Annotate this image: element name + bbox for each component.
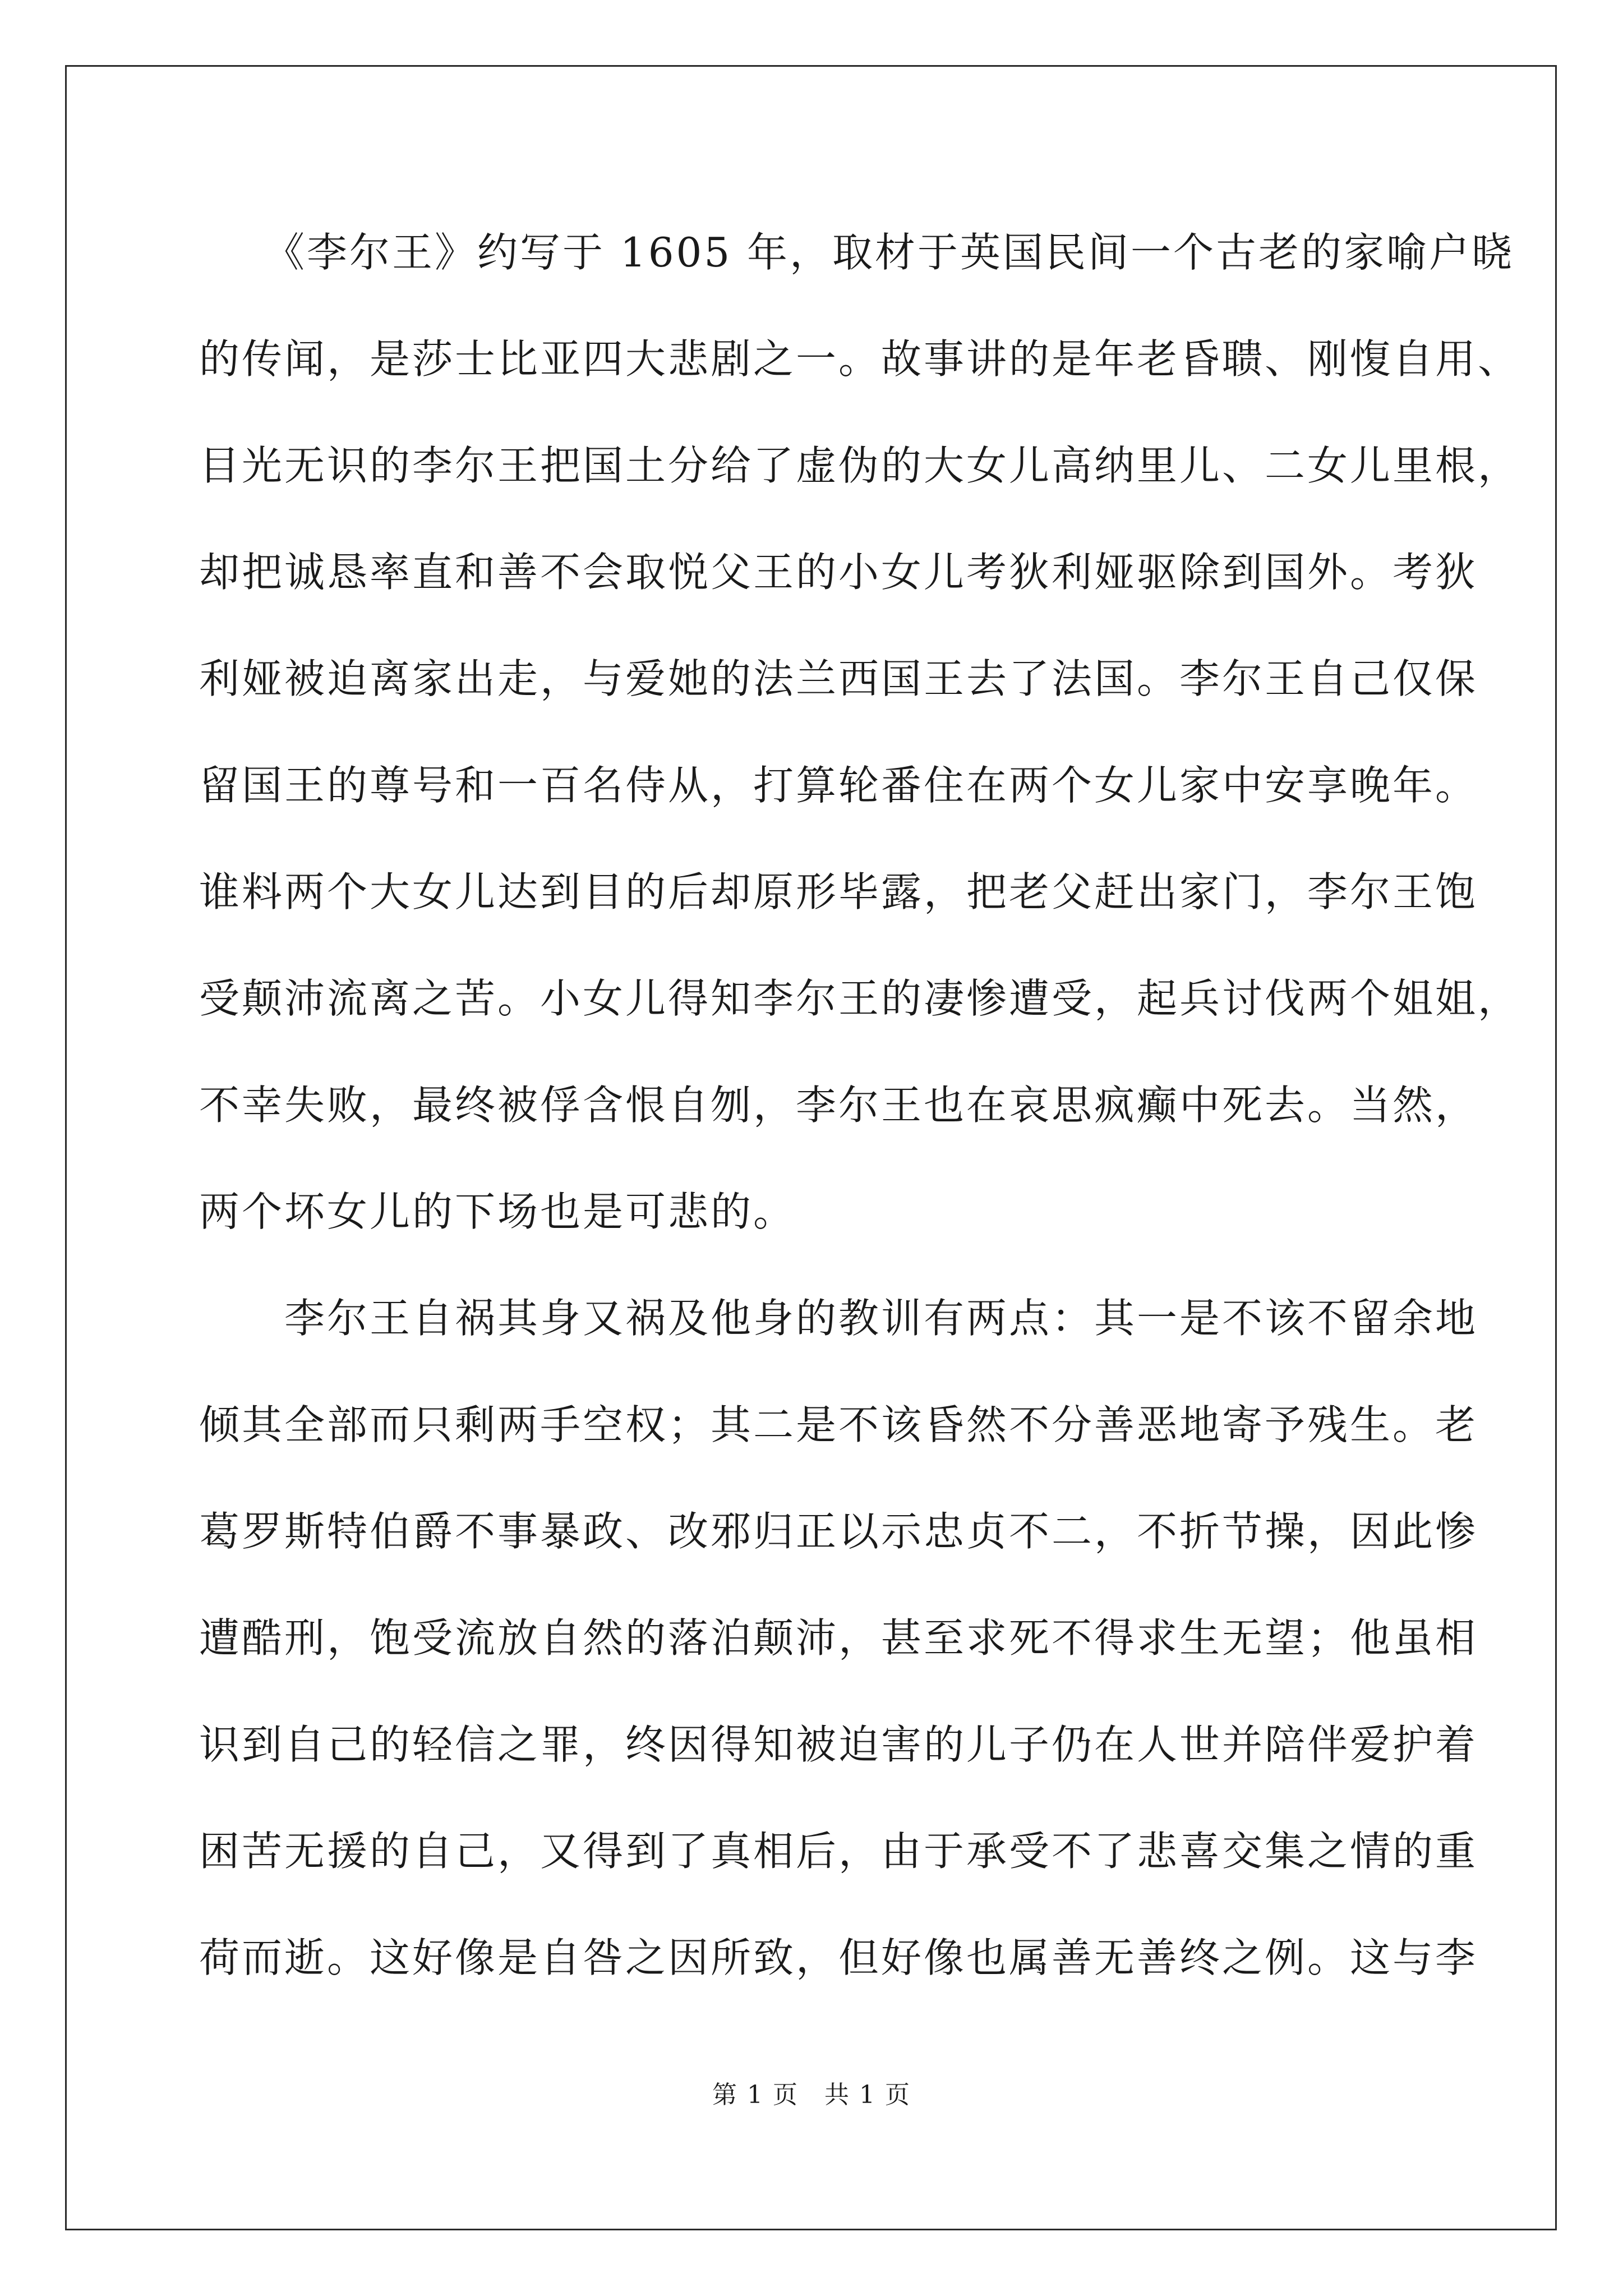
text-line: 却把诚恳率直和善不会取悦父王的小女儿考狄利娅驱除到国外。考狄 xyxy=(199,549,1478,596)
text-line: 李尔王自祸其身又祸及他身的教训有两点：其一是不该不留余地 xyxy=(199,1295,1478,1342)
text-line: 谁料两个大女儿达到目的后却原形毕露，把老父赶出家门，李尔王饱 xyxy=(199,868,1478,915)
text-line: 倾其全部而只剩两手空权；其二是不该昏然不分善恶地寄予残生。老 xyxy=(199,1401,1478,1448)
text-line: 受颠沛流离之苦。小女儿得知李尔王的凄惨遭受，起兵讨伐两个姐姐， xyxy=(199,975,1521,1022)
text-line: 利娅被迫离家出走，与爱她的法兰西国王去了法国。李尔王自己仅保 xyxy=(199,655,1478,702)
text-line: 目光无识的李尔王把国土分给了虚伪的大女儿高纳里儿、二女儿里根， xyxy=(199,442,1521,489)
text-line: 的传闻，是莎士比亚四大悲剧之一。故事讲的是年老昏聩、刚愎自用、 xyxy=(199,335,1521,383)
text-line: 《李尔王》约写于 1605 年，取材于英国民间一个古老的家喻户晓 xyxy=(199,229,1515,276)
text-line: 不幸失败，最终被俘含恨自刎，李尔王也在哀思疯癫中死去。当然， xyxy=(199,1082,1478,1129)
text-line: 葛罗斯特伯爵不事暴政、改邪归正以示忠贞不二，不折节操，因此惨 xyxy=(199,1508,1478,1555)
text-line: 荷而逝。这好像是自咎之因所致，但好像也属善无善终之例。这与李 xyxy=(199,1934,1478,1981)
text-line: 识到自己的轻信之罪，终因得知被迫害的儿子仍在人世并陪伴爱护着 xyxy=(199,1721,1478,1768)
page-number-footer: 第 1 页 共 1 页 xyxy=(712,2081,911,2109)
text-line: 两个坏女儿的下场也是可悲的。 xyxy=(199,1188,796,1235)
paragraph-2 xyxy=(199,1279,1478,2025)
text-line: 困苦无援的自己，又得到了真相后，由于承受不了悲喜交集之情的重 xyxy=(199,1828,1478,1875)
text-line: 遭酷刑，饱受流放自然的落泊颠沛，甚至求死不得求生无望；他虽相 xyxy=(199,1614,1478,1662)
text-line: 留国王的尊号和一百名侍从，打算轮番住在两个女儿家中安享晚年。 xyxy=(199,762,1478,809)
paragraph-1 xyxy=(199,213,1521,1279)
